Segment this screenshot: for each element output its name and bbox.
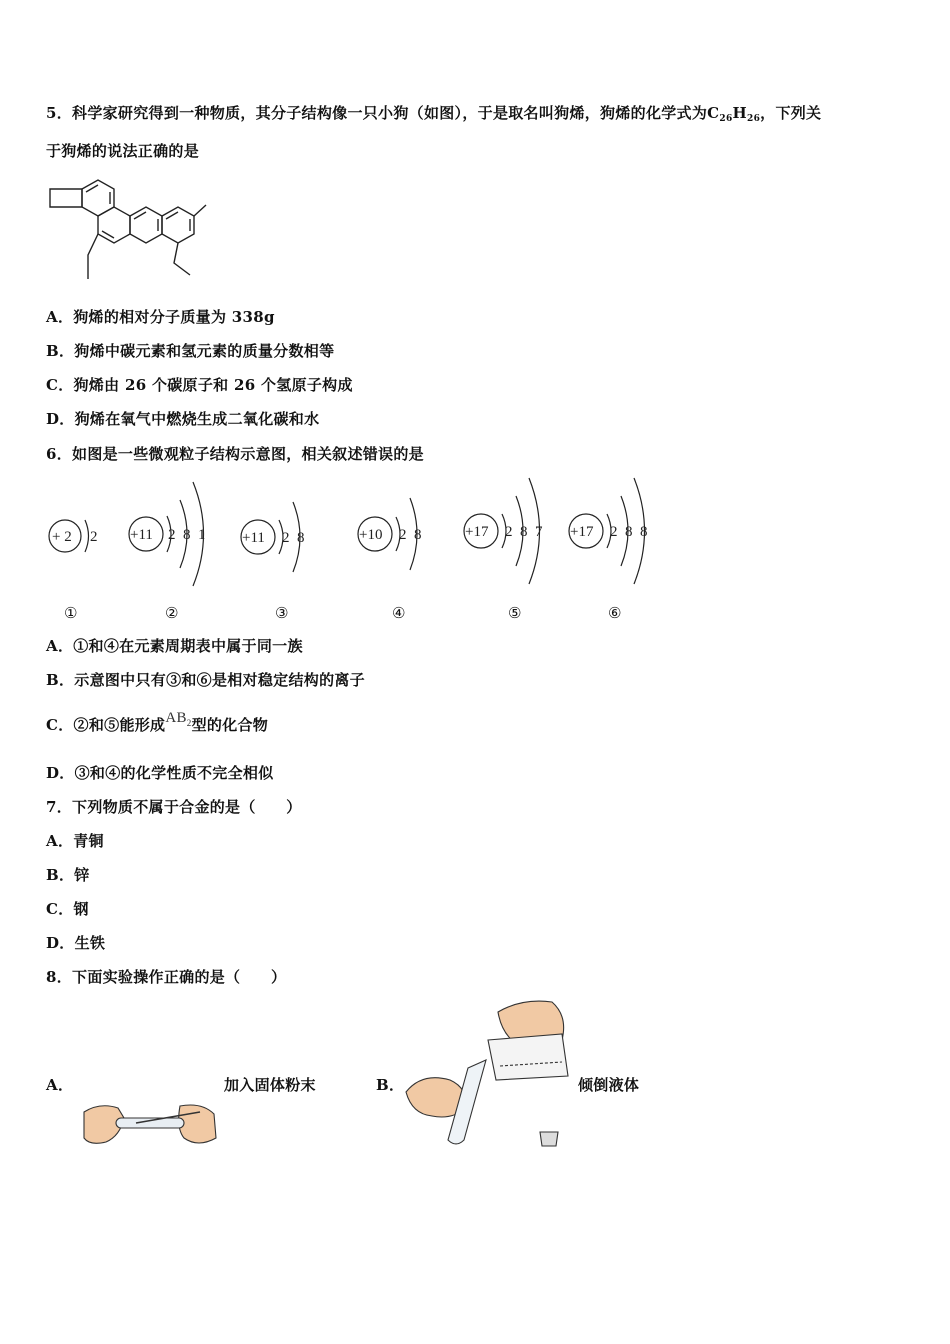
atom-2-shell-1: 2 (168, 527, 176, 543)
atom-structure-diagrams (40, 470, 670, 595)
atom-6-shell-2: 8 (625, 524, 633, 540)
nucleus-6-charge: +17 (570, 524, 594, 540)
atom-2-shell-3: 1 (198, 527, 206, 543)
nucleus-3-charge: +11 (242, 530, 265, 546)
atom-label-5: ⑤ (508, 604, 522, 622)
q6-option-a[interactable]: A．①和④在元素周期表中属于同一族 (46, 637, 303, 655)
q6-option-d[interactable]: D．③和④的化学性质不完全相似 (46, 764, 274, 782)
q7-stem: 7．下列物质不属于合金的是（ ） (46, 798, 302, 816)
atom-label-6: ⑥ (608, 604, 622, 622)
nucleus-2-charge: +11 (130, 527, 153, 543)
atom-3-shell-1: 2 (282, 530, 290, 546)
dogene-structure-figure (44, 175, 214, 290)
q5-option-c[interactable]: C．狗烯由 26 个碳原子和 26 个氢原子构成 (46, 376, 353, 394)
atom-2-shell-2: 8 (183, 527, 191, 543)
q8-option-b-caption: 倾倒液体 (578, 1076, 640, 1094)
atom-6-shell-1: 2 (610, 524, 618, 540)
q5-option-d[interactable]: D．狗烯在氧气中燃烧生成二氧化碳和水 (46, 410, 320, 428)
q6-stem: 6．如图是一些微观粒子结构示意图，相关叙述错误的是 (46, 445, 424, 463)
atom-label-2: ② (165, 604, 179, 622)
q5-option-b[interactable]: B．狗烯中碳元素和氢元素的质量分数相等 (46, 342, 335, 360)
pour-liquid-figure (402, 996, 592, 1152)
nucleus-4-charge: +10 (359, 527, 383, 543)
test-tube (116, 1118, 184, 1128)
q8-option-b-label[interactable]: B． (376, 1076, 405, 1094)
cyclobutane-ring (50, 189, 82, 207)
add-solid-powder-figure (80, 1098, 220, 1153)
atom-5-shell-1: 2 (505, 524, 513, 540)
atom-3-shell-2: 8 (297, 530, 305, 546)
atom-5-shell-2: 8 (520, 524, 528, 540)
ethyl-left (88, 234, 98, 279)
q5-stem-line2: 于狗烯的说法正确的是 (46, 142, 200, 160)
q5-stem-line1: 5．科学家研究得到一种物质，其分子结构像一只小狗（如图），于是取名叫狗烯，狗烯的化学式为$C_{26}H_{26}$，下列关 (46, 104, 822, 124)
q8-stem: 8．下面实验操作正确的是（ ） (46, 968, 287, 986)
atom-4-shell-1: 2 (399, 527, 407, 543)
nucleus-1-charge: + 2 (52, 529, 72, 545)
atom-label-1: ① (64, 604, 78, 622)
methyl-bond (194, 205, 206, 216)
q6-option-b[interactable]: B．示意图中只有③和⑥是相对稳定结构的离子 (46, 671, 365, 689)
q7-option-c[interactable]: C．钢 (46, 900, 89, 918)
ethyl-right (174, 243, 190, 275)
bottle-stopper (540, 1132, 558, 1146)
q8-option-a-caption: 加入固体粉末 (224, 1076, 316, 1094)
nucleus-5-charge: +17 (465, 524, 489, 540)
ab2-formula: $AB_2$ (165, 710, 192, 728)
q8-option-a-label[interactable]: A． (46, 1076, 74, 1094)
reagent-bottle (488, 1034, 568, 1080)
q5-option-a[interactable]: A．狗烯的相对分子质量为 338g (46, 308, 275, 326)
atom-6-shell-3: 8 (640, 524, 648, 540)
q7-option-b[interactable]: B．锌 (46, 866, 90, 884)
atom-5-shell-3: 7 (535, 524, 543, 540)
q7-option-d[interactable]: D．生铁 (46, 934, 106, 952)
atom-label-3: ③ (275, 604, 289, 622)
atom-label-4: ④ (392, 604, 406, 622)
q6-option-c[interactable]: C．②和⑤能形成$AB_2$型的化合物 (46, 710, 269, 734)
atom-1-shell-1: 2 (90, 529, 98, 545)
q7-option-a[interactable]: A．青铜 (46, 832, 104, 850)
atom-4-shell-2: 8 (414, 527, 422, 543)
